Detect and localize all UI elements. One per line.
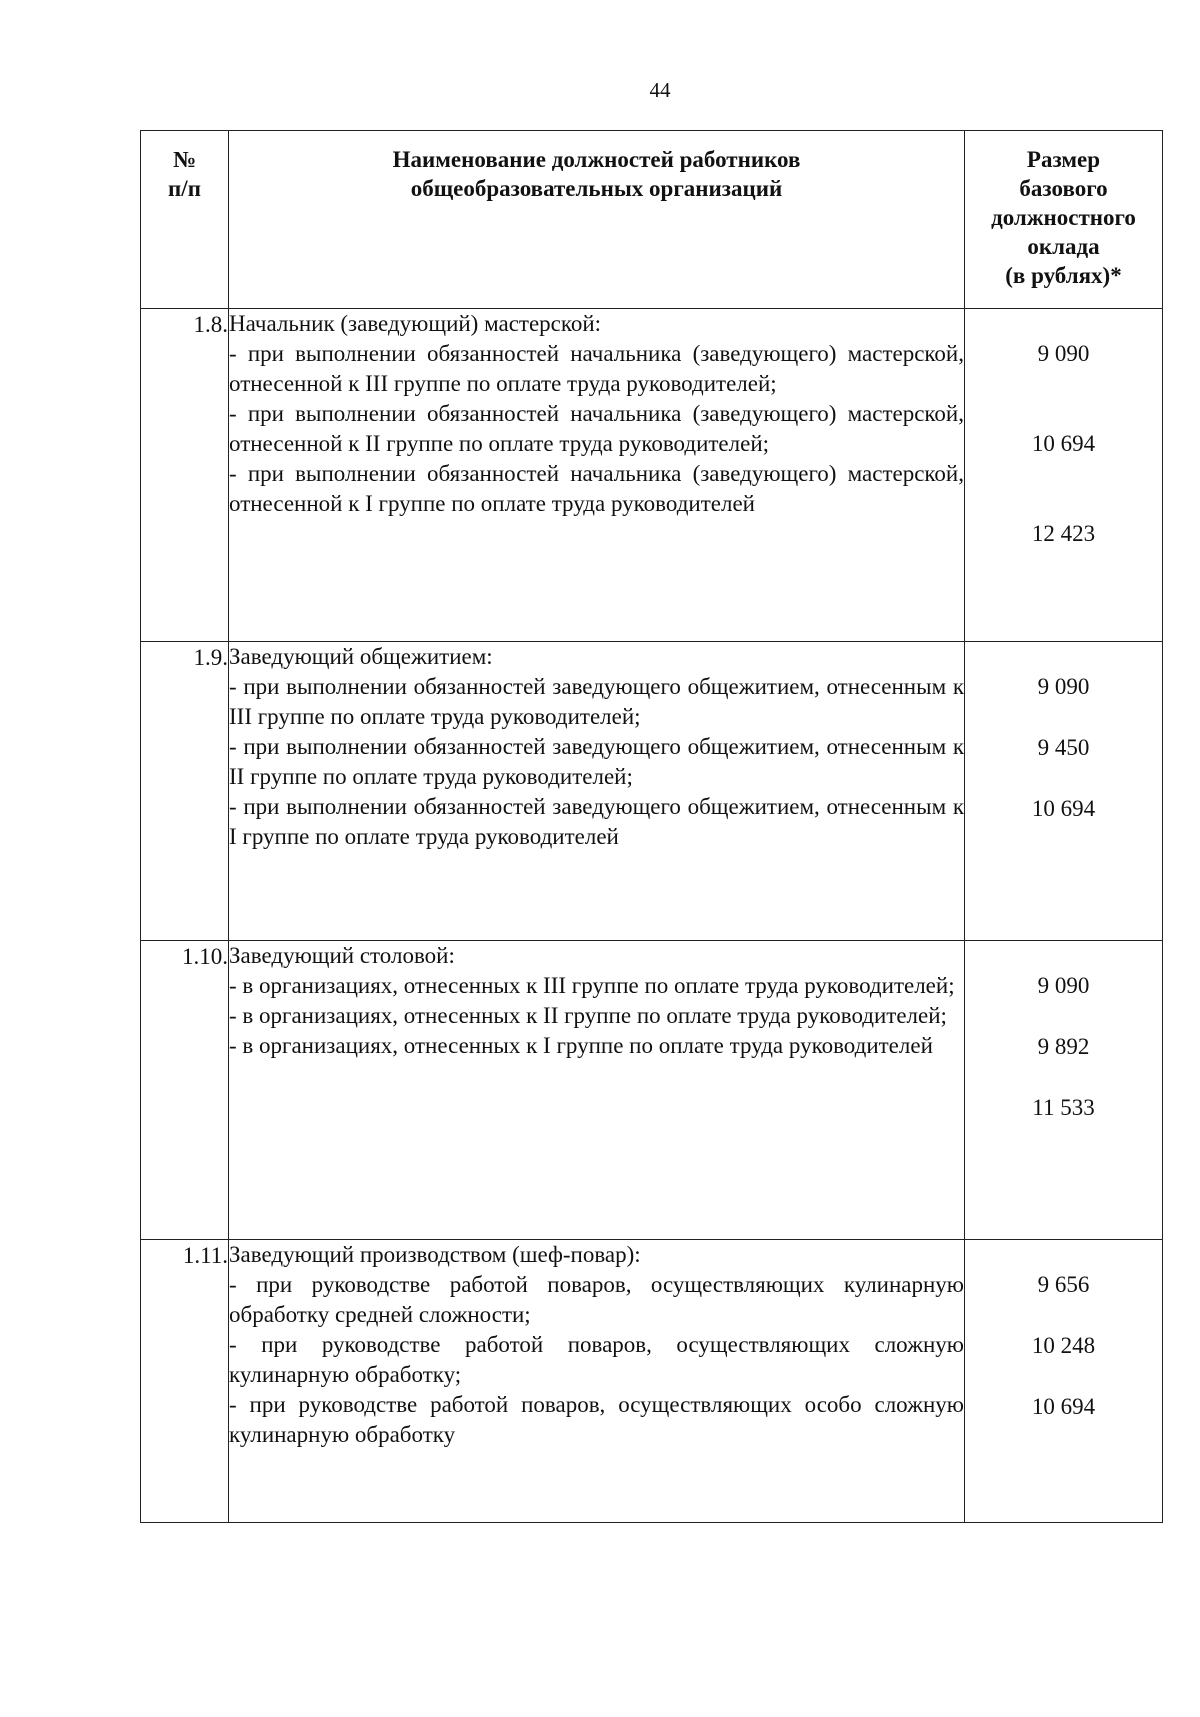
row-number: 1.10. <box>141 941 229 1240</box>
header-salary <box>965 131 1163 309</box>
table-row <box>141 642 1163 941</box>
position-item: - в организациях, отнесенных к II группе по оплате труда руководителей; <box>229 1003 947 1028</box>
position-item: - при руководстве работой поваров, осуществляющих особо сложную кулинарную обработку <box>229 1392 964 1447</box>
header-row <box>141 131 1163 309</box>
row-number: 1.9. <box>141 642 229 941</box>
salary-value: 10 248 <box>1031 1333 1096 1358</box>
header-name <box>229 131 965 309</box>
position-item: - при выполнении обязанностей заведующего общежитием, отнесенным к II группе по оплате труда руководителей; <box>229 734 964 789</box>
salary-value: 9 090 <box>1037 973 1090 998</box>
table-row <box>141 1240 1163 1523</box>
salary-value: 9 450 <box>1037 735 1090 760</box>
salary-value: 10 694 <box>1031 431 1096 456</box>
header-num-text: № п/п <box>168 147 201 201</box>
row-number: 1.11. <box>141 1240 229 1523</box>
row-position <box>229 309 965 642</box>
salary-value: 9 656 <box>1037 1272 1090 1297</box>
salary-value: 10 694 <box>1031 796 1096 821</box>
table-row <box>141 309 1163 642</box>
position-title: Заведующий производством (шеф-повар): <box>229 1242 641 1267</box>
row-position <box>229 642 965 941</box>
salary-value: 9 090 <box>1037 341 1090 366</box>
header-name-text: Наименование должностей работников общеобразовательных организаций <box>392 147 801 201</box>
salary-value: 12 423 <box>1031 521 1096 546</box>
position-item: - при выполнении обязанностей начальника (заведующего) мастерской, отнесенной к II группе по оплате труда руководителей; <box>229 401 964 456</box>
position-title: Заведующий столовой: <box>229 943 455 968</box>
header-salary-text: Размер базового должностного оклада (в рублях)* <box>991 147 1136 288</box>
row-salary <box>965 1240 1163 1523</box>
position-item: - при выполнении обязанностей начальника (заведующего) мастерской, отнесенной к III группе по оплате труда руководителей; <box>229 341 964 396</box>
position-item: - при выполнении обязанностей заведующего общежитием, отнесенным к I группе по оплате труда руководителей <box>229 794 964 849</box>
row-salary <box>965 941 1163 1240</box>
position-item: - в организациях, отнесенных к I группе по оплате труда руководителей <box>229 1033 933 1058</box>
salary-value: 9 892 <box>1037 1034 1090 1059</box>
row-salary <box>965 309 1163 642</box>
position-title: Заведующий общежитием: <box>229 644 493 669</box>
position-item: - при выполнении обязанностей начальника (заведующего) мастерской, отнесенной к I группе по оплате труда руководителей <box>229 461 964 516</box>
salary-value: 11 533 <box>1032 1095 1095 1120</box>
salary-value: 9 090 <box>1037 674 1090 699</box>
row-salary <box>965 642 1163 941</box>
row-position <box>229 1240 965 1523</box>
position-item: - при руководстве работой поваров, осуществляющих сложную кулинарную обработку; <box>229 1332 964 1387</box>
table-row <box>141 941 1163 1240</box>
row-position <box>229 941 965 1240</box>
salary-value: 10 694 <box>1031 1394 1096 1419</box>
position-item: - в организациях, отнесенных к III группе по оплате труда руководителей; <box>229 973 955 998</box>
salary-table <box>140 130 1163 1523</box>
header-num <box>141 131 229 309</box>
row-number: 1.8. <box>141 309 229 642</box>
position-item: - при выполнении обязанностей заведующего общежитием, отнесенным к III группе по оплате труда руководителей; <box>229 674 964 729</box>
page-number: 44 <box>649 78 671 102</box>
position-item: - при руководстве работой поваров, осуществляющих кулинарную обработку средней сложности; <box>229 1272 964 1327</box>
position-title: Начальник (заведующий) мастерской: <box>229 311 602 336</box>
